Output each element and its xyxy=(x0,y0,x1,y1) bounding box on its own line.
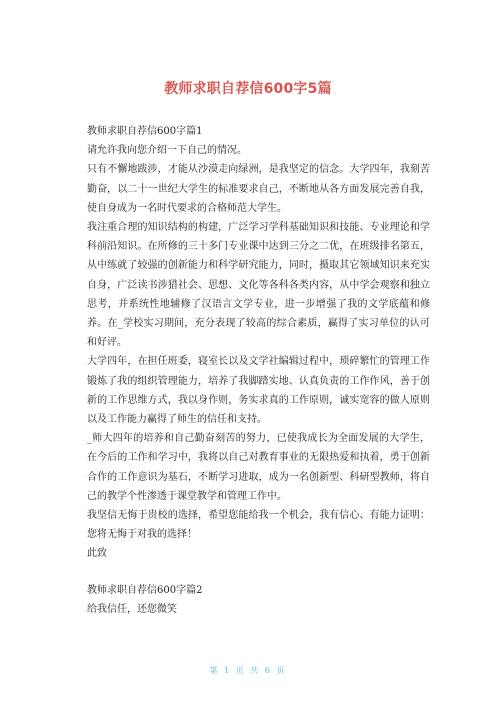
section-heading-2: 教师求职自荐信600字篇2 xyxy=(87,584,203,596)
closing-salutation: 此致 xyxy=(87,548,107,560)
document-body xyxy=(87,122,430,619)
paragraph: 给我信任，还您微笑 xyxy=(87,603,177,615)
document-title: 教师求职自荐信600字5篇 xyxy=(164,81,332,97)
paragraph: 请允许我向您介绍一下自己的情况。 xyxy=(87,145,247,157)
paragraph: 大学四年，在担任班委，寝室长以及文学社编辑过程中，琐碎繁忙的管理工作锻炼了我的组织管理能力，培养了我脚踏实地、认真负责的工作作风，善于创新的工作思维方式，我以身作则，务实求真的工作原则，诚实宽容的做人原则以及工作能力赢得了师生的信任和支持。 xyxy=(87,356,430,426)
paragraph: 我注重合理的知识结构的构建，广泛学习学科基础知识和技能、专业理论和学科前沿知识。在所修的三十多门专业课中达到三分之二优，在班级排名第五，从中练就了较强的创新能力和科学研究能力，同时，摄取其它领域知识来充实自身，广泛读书涉猎社会、思想、文化等各科各类内容，从中学会观察和独立思考，并系统性地辅修了汉语言文学专业，进一步增强了我的文学底蕴和修养。在_学校实习期间，充分表现了较高的综合素质，赢得了实习单位的认可和好评。 xyxy=(87,222,430,349)
page-number-footer: 第 1 页 共 6 页 xyxy=(209,666,287,675)
paragraph: _师大四年的培养和自己勤奋刻苦的努力，已使我成长为全面发展的大学生，在今后的工作和学习中，我将以自己对教育事业的无限热爱和执着，勇于创新合作的工作意识为基石，不断学习进取，成为一名创新型、科研型教师，将自己的教学个性渗透于课堂教学和管理工作中。 xyxy=(87,433,430,502)
section-heading-1: 教师求职自荐信600字篇1 xyxy=(87,126,203,137)
paragraph: 只有不懈地跋涉，才能从沙漠走向绿洲，是我坚定的信念。大学四年，我刻苦勤奋，以二十一世纪大学生的标准要求自己，不断地从各方面发展完善自我，使自身成为一名时代要求的合格师范大学生。 xyxy=(87,164,430,214)
paragraph: 我坚信无悔于贵校的选择，希望您能给我一个机会，我有信心、有能力证明：您将无悔于对我的选择！ xyxy=(87,510,430,541)
